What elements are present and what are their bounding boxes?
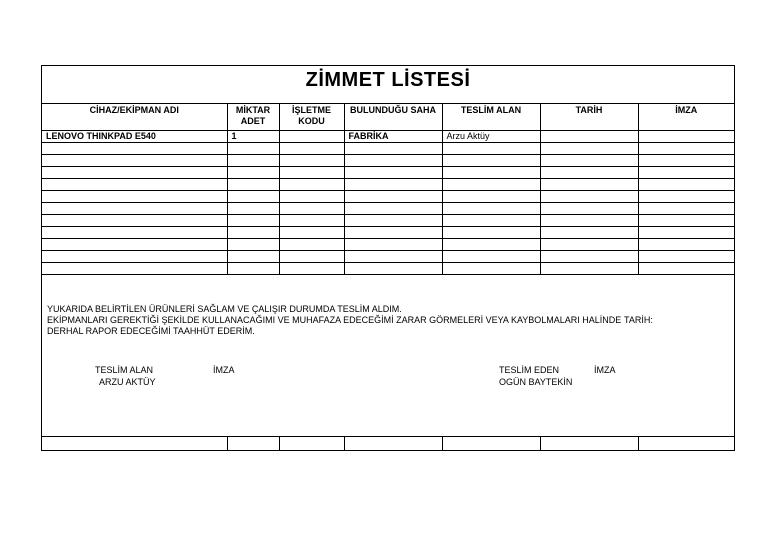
bottom-cell bbox=[442, 437, 540, 450]
cell-receiver bbox=[442, 226, 540, 238]
cell-equipment: LENOVO THINKPAD E540 bbox=[42, 130, 227, 142]
cell-quantity bbox=[227, 178, 279, 190]
cell-date bbox=[540, 130, 638, 142]
cell-operation-code bbox=[279, 166, 344, 178]
deliverer-name: OGÜN BAYTEKİN bbox=[499, 377, 573, 387]
cell-signature bbox=[638, 190, 734, 202]
cell-receiver bbox=[442, 250, 540, 262]
table-header-row bbox=[42, 104, 734, 130]
cell-location bbox=[344, 142, 442, 154]
table-row bbox=[42, 142, 734, 154]
bottom-empty-row bbox=[42, 437, 734, 450]
receiver-label: TESLİM ALAN bbox=[95, 365, 154, 375]
cell-signature bbox=[638, 226, 734, 238]
cell-quantity bbox=[227, 154, 279, 166]
cell-quantity bbox=[227, 190, 279, 202]
cell-quantity bbox=[227, 262, 279, 274]
cell-equipment bbox=[42, 202, 227, 214]
cell-date bbox=[540, 250, 638, 262]
cell-date bbox=[540, 214, 638, 226]
table-body bbox=[42, 130, 734, 274]
cell-signature bbox=[638, 262, 734, 274]
cell-signature bbox=[638, 178, 734, 190]
cell-quantity bbox=[227, 238, 279, 250]
cell-date bbox=[540, 238, 638, 250]
bottom-cell bbox=[344, 437, 442, 450]
cell-location bbox=[344, 262, 442, 274]
cell-operation-code bbox=[279, 214, 344, 226]
table-row bbox=[42, 166, 734, 178]
cell-signature bbox=[638, 166, 734, 178]
cell-receiver bbox=[442, 154, 540, 166]
cell-equipment bbox=[42, 154, 227, 166]
cell-date bbox=[540, 166, 638, 178]
statement-line-3: DERHAL RAPOR EDECEĞİMİ TAAHHÜT EDERİM. bbox=[47, 326, 255, 336]
deliverer-sign-label: İMZA bbox=[594, 365, 616, 375]
cell-operation-code bbox=[279, 250, 344, 262]
cell-receiver bbox=[442, 142, 540, 154]
bottom-cell bbox=[42, 437, 227, 450]
deliverer-label: TESLİM EDEN bbox=[499, 365, 560, 375]
cell-quantity bbox=[227, 166, 279, 178]
table-row bbox=[42, 190, 734, 202]
table-row bbox=[42, 238, 734, 250]
col-header-location: BULUNDUĞU SAHA bbox=[344, 104, 442, 130]
col-header-operation-code: İŞLETME KODU bbox=[279, 104, 344, 130]
statement-line-1: YUKARIDA BELİRTİLEN ÜRÜNLERİ SAĞLAM VE ÇALIŞIR DURUMDA TESLİM ALDIM. bbox=[47, 304, 402, 314]
cell-location bbox=[344, 154, 442, 166]
cell-equipment bbox=[42, 250, 227, 262]
bottom-cell bbox=[279, 437, 344, 450]
cell-receiver bbox=[442, 214, 540, 226]
cell-date bbox=[540, 190, 638, 202]
cell-location bbox=[344, 226, 442, 238]
table-row bbox=[42, 214, 734, 226]
cell-equipment bbox=[42, 238, 227, 250]
cell-signature bbox=[638, 202, 734, 214]
equipment-table bbox=[42, 104, 734, 275]
cell-equipment bbox=[42, 178, 227, 190]
col-header-signature: İMZA bbox=[638, 104, 734, 130]
cell-equipment bbox=[42, 226, 227, 238]
table-row bbox=[42, 262, 734, 274]
cell-receiver bbox=[442, 238, 540, 250]
cell-operation-code bbox=[279, 142, 344, 154]
cell-quantity bbox=[227, 226, 279, 238]
statement-line-2: EKİPMANLARI GEREKTİĞİ ŞEKİLDE KULLANACAĞIMI VE MUHAFAZA EDECEĞİMİ ZARAR GÖRMELERİ VEYA KAYBOLMALARI HALİNDE bbox=[47, 315, 622, 325]
cell-equipment bbox=[42, 142, 227, 154]
cell-receiver bbox=[442, 262, 540, 274]
cell-location bbox=[344, 202, 442, 214]
cell-receiver bbox=[442, 190, 540, 202]
cell-location bbox=[344, 238, 442, 250]
cell-signature bbox=[638, 142, 734, 154]
cell-equipment bbox=[42, 214, 227, 226]
zimmet-form bbox=[41, 65, 735, 451]
cell-receiver bbox=[442, 178, 540, 190]
table-row bbox=[42, 202, 734, 214]
cell-quantity bbox=[227, 214, 279, 226]
table-row bbox=[42, 250, 734, 262]
cell-quantity: 1 bbox=[227, 130, 279, 142]
receiver-name: ARZU AKTÜY bbox=[99, 377, 156, 387]
cell-receiver bbox=[442, 166, 540, 178]
statement-date-label: TARİH: bbox=[624, 315, 653, 325]
cell-location bbox=[344, 190, 442, 202]
cell-operation-code bbox=[279, 226, 344, 238]
col-header-quantity: MİKTAR ADET bbox=[227, 104, 279, 130]
cell-signature bbox=[638, 154, 734, 166]
form-title: ZİMMET LİSTESİ bbox=[42, 66, 734, 104]
cell-operation-code bbox=[279, 178, 344, 190]
cell-operation-code bbox=[279, 202, 344, 214]
table-row bbox=[42, 226, 734, 238]
cell-equipment bbox=[42, 166, 227, 178]
cell-equipment bbox=[42, 190, 227, 202]
cell-equipment bbox=[42, 262, 227, 274]
cell-location bbox=[344, 166, 442, 178]
cell-signature bbox=[638, 238, 734, 250]
bottom-cell bbox=[540, 437, 638, 450]
cell-location bbox=[344, 178, 442, 190]
table-row bbox=[42, 130, 734, 142]
cell-quantity bbox=[227, 250, 279, 262]
table-row bbox=[42, 178, 734, 190]
cell-operation-code bbox=[279, 130, 344, 142]
cell-signature bbox=[638, 250, 734, 262]
table-row bbox=[42, 154, 734, 166]
cell-operation-code bbox=[279, 262, 344, 274]
cell-operation-code bbox=[279, 154, 344, 166]
cell-operation-code bbox=[279, 238, 344, 250]
statement-section bbox=[42, 291, 734, 437]
col-header-date: TARİH bbox=[540, 104, 638, 130]
cell-location bbox=[344, 250, 442, 262]
cell-receiver bbox=[442, 202, 540, 214]
cell-date bbox=[540, 262, 638, 274]
cell-date bbox=[540, 142, 638, 154]
cell-operation-code bbox=[279, 190, 344, 202]
cell-receiver: Arzu Aktüy bbox=[442, 130, 540, 142]
cell-location bbox=[344, 214, 442, 226]
cell-date bbox=[540, 226, 638, 238]
cell-location: FABRİKA bbox=[344, 130, 442, 142]
bottom-cell bbox=[227, 437, 279, 450]
col-header-equipment: CİHAZ/EKİPMAN ADI bbox=[42, 104, 227, 130]
cell-quantity bbox=[227, 202, 279, 214]
cell-date bbox=[540, 154, 638, 166]
cell-date bbox=[540, 178, 638, 190]
bottom-cell bbox=[638, 437, 734, 450]
cell-date bbox=[540, 202, 638, 214]
receiver-sign-label: İMZA bbox=[213, 365, 235, 375]
cell-signature bbox=[638, 214, 734, 226]
col-header-receiver: TESLİM ALAN bbox=[442, 104, 540, 130]
cell-quantity bbox=[227, 142, 279, 154]
cell-signature bbox=[638, 130, 734, 142]
